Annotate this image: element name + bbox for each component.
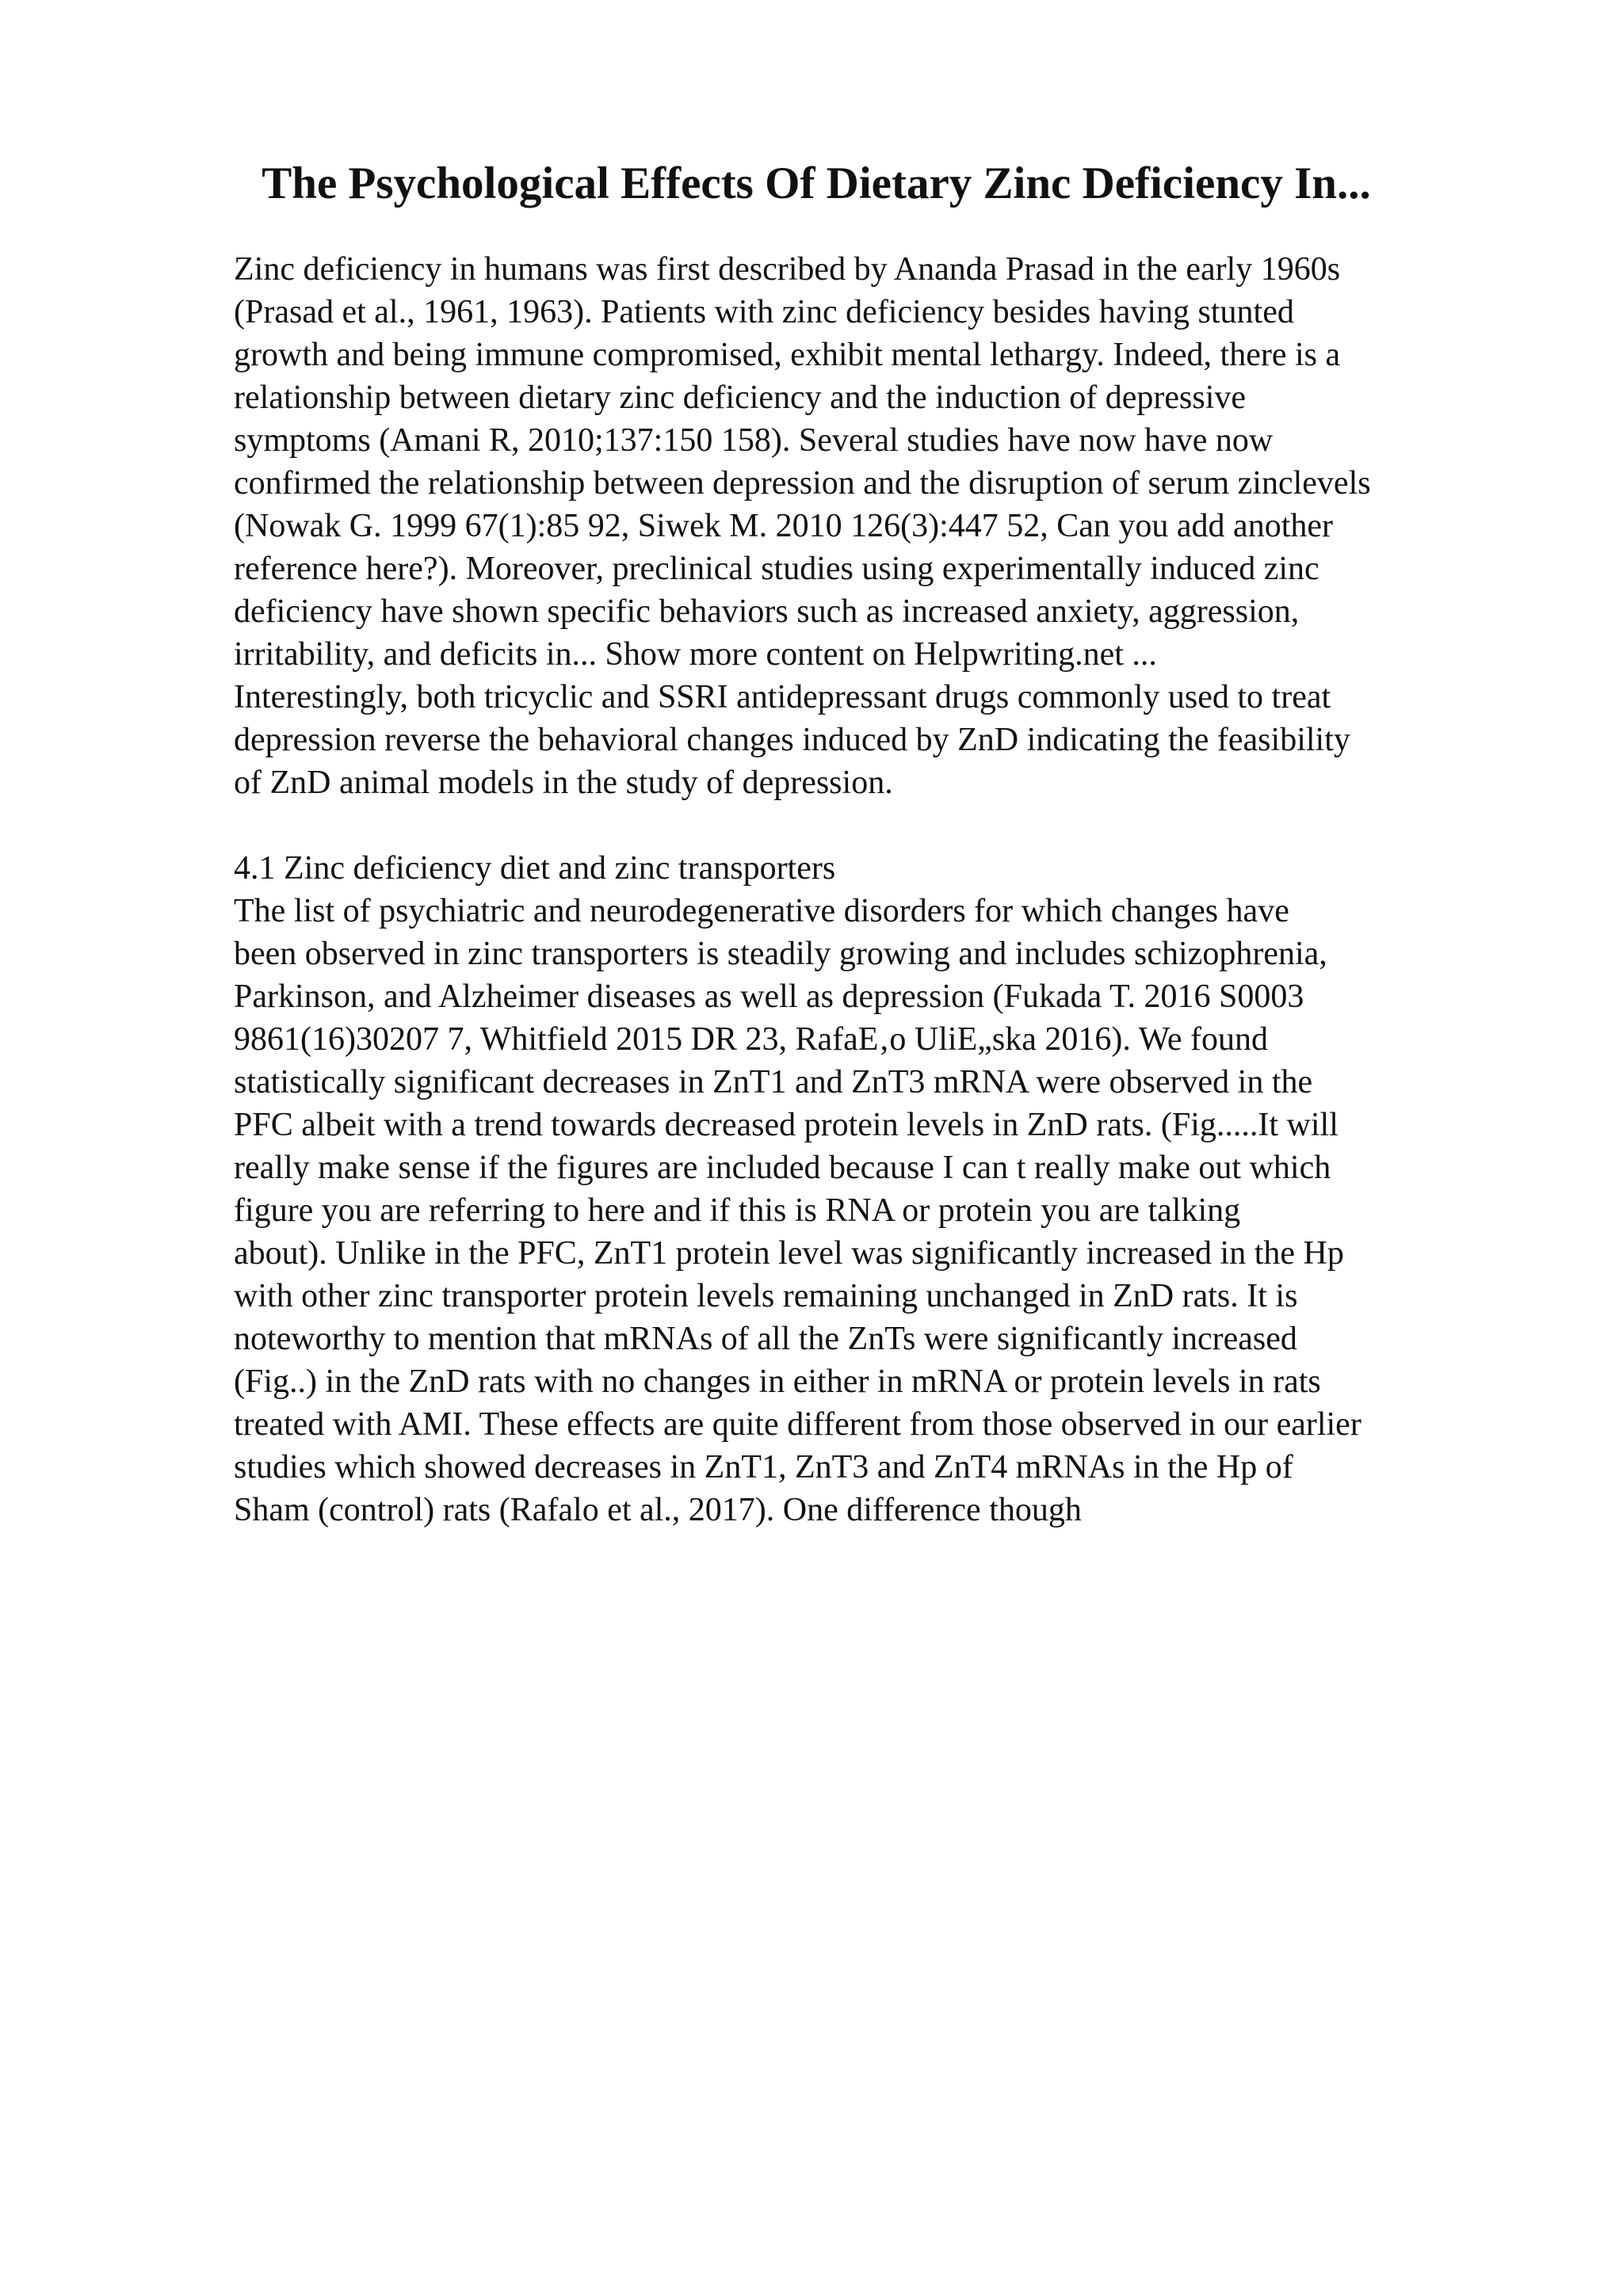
text-line: Zinc deficiency in humans was first described by Ananda Prasad in the early 1960s [234, 251, 1341, 288]
text-line: reference here?). Moreover, preclinical studies using experimentally induced zinc [234, 551, 1319, 587]
text-line: Parkinson, and Alzheimer diseases as well as depression (Fukada T. 2016 S0003 [234, 978, 1304, 1015]
section-heading: 4.1 Zinc deficiency diet and zinc transporters [234, 850, 836, 887]
text-line: statistically significant decreases in ZnT1 and ZnT3 mRNA were observed in the [234, 1064, 1313, 1100]
text-line: (Prasad et al., 1961, 1963). Patients with zinc deficiency besides having stunted [234, 294, 1294, 330]
text-line: treated with AMI. These effects are quite different from those observed in our earlier [234, 1406, 1361, 1443]
text-line: relationship between dietary zinc deficiency and the induction of depressive [234, 379, 1247, 416]
text-line: Sham (control) rats (Rafalo et al., 2017). One difference though [234, 1492, 1082, 1528]
text-line: depression reverse the behavioral changes induced by ZnD indicating the feasibility [234, 722, 1350, 758]
text-line: Interestingly, both tricyclic and SSRI antidepressant drugs commonly used to treat [234, 679, 1331, 715]
text-line: been observed in zinc transporters is steadily growing and includes schizophrenia, [234, 936, 1327, 972]
document-title: The Psychological Effects Of Dietary Zinc Deficiency In... [262, 158, 1371, 208]
paragraph-intro [234, 248, 1518, 804]
text-line: of ZnD animal models in the study of depression. [234, 765, 893, 801]
text-line: The list of psychiatric and neurodegenerative disorders for which changes have [234, 893, 1289, 929]
text-line: with other zinc transporter protein levels remaining unchanged in ZnD rats. It is [234, 1278, 1298, 1314]
document-body [234, 248, 1518, 1531]
text-line: irritability, and deficits in... Show more content on Helpwriting.net ... [234, 636, 1157, 673]
text-line: (Nowak G. 1999 67(1):85 92, Siwek M. 2010 126(3):447 52, Can you add another [234, 508, 1333, 544]
text-line: really make sense if the figures are included because I can t really make out which [234, 1150, 1331, 1186]
text-line: about). Unlike in the PFC, ZnT1 protein level was significantly increased in the Hp [234, 1235, 1344, 1272]
text-line: noteworthy to mention that mRNAs of all the ZnTs were significantly increased [234, 1321, 1297, 1357]
text-line: (Fig..) in the ZnD rats with no changes in either in mRNA or protein levels in rats [234, 1363, 1321, 1400]
text-line: confirmed the relationship between depression and the disruption of serum zinclevels [234, 465, 1371, 502]
paragraph-zinc-transporters [234, 890, 1518, 1531]
text-line: 9861(16)30207 7, Whitfield 2015 DR 23, RafaE‚o UliE„ska 2016). We found [234, 1021, 1269, 1058]
paragraph-gap [234, 804, 1518, 847]
text-line: figure you are referring to here and if this is RNA or protein you are talking [234, 1192, 1241, 1229]
text-line: studies which showed decreases in ZnT1, ZnT3 and ZnT4 mRNAs in the Hp of [234, 1449, 1293, 1486]
text-line: deficiency have shown specific behaviors such as increased anxiety, aggression, [234, 593, 1300, 630]
text-line: growth and being immune compromised, exhibit mental lethargy. Indeed, there is a [234, 337, 1341, 373]
text-line: PFC albeit with a trend towards decreased protein levels in ZnD rats. (Fig.....It will [234, 1107, 1338, 1143]
text-line: symptoms (Amani R, 2010;137:150 158). Several studies have now have now [234, 422, 1274, 459]
